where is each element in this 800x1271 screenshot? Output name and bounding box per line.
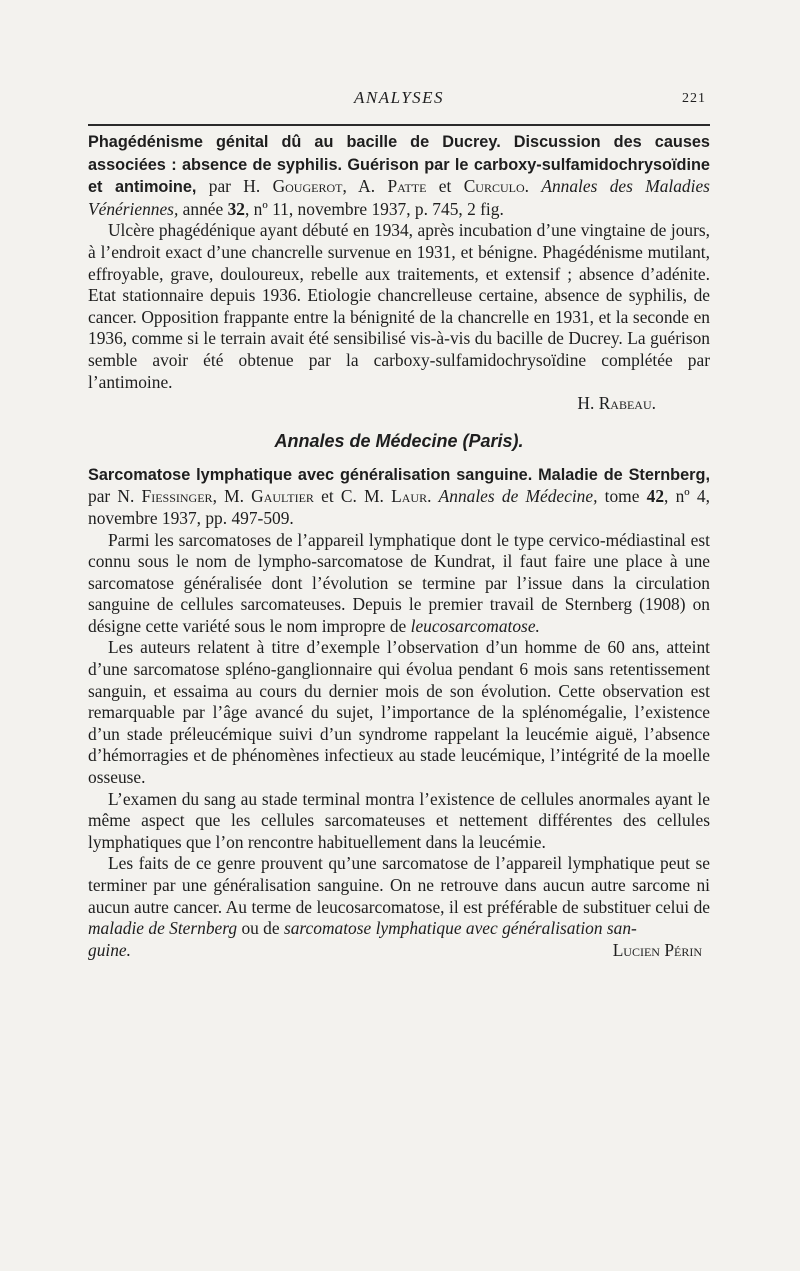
page-number: 221 bbox=[682, 91, 706, 106]
header-rule bbox=[88, 124, 710, 126]
author-name: Gougerot bbox=[272, 176, 343, 197]
article-1-heading: Phagédénisme génital dû au bacille de Ducrey. Discussion des causes associées : absence de syphilis. Guérison par le carboxy-sulfamidochrysoïdine et antimoine, par H. Gougerot, A. Patte et Curculo. Annales des Maladies Vénériennes, année 32, nº 11, novembre 1937, p. 745, 2 fig. bbox=[88, 133, 710, 219]
page-header bbox=[88, 88, 710, 112]
journal-citation: Annales de Médecine, bbox=[438, 486, 598, 507]
author-name: Gaultier bbox=[251, 486, 314, 507]
article-2-paragraph-2: Les auteurs relatent à titre d’exemple l’observation d’un homme de 60 ans, atteint d’une sarcomatose spléno-ganglionnaire qui évolua pendant 6 mois sans retentissement sanguin, et essaima au cours du dernier mois de son évolution. Cette observation est remarquable par l’âge avancé du sujet, l’importance de la splénomégalie, l’existence d’un stade préleucémique suivi d’un syndrome rappelant la leucémie aiguë, l’absence d’hémorragies et de phénomènes infectieux au stade leucémique, l’intégrité de la moelle osseuse. bbox=[88, 637, 710, 788]
author-name: Fiessinger bbox=[141, 486, 213, 507]
article-1 bbox=[88, 131, 710, 415]
closing-word: guine. bbox=[88, 939, 131, 960]
article-2 bbox=[88, 464, 710, 962]
article-1-abstract: Ulcère phagédénique ayant débuté en 1934, après incubation d’une vingtaine de jours, à l’endroit exact d’une chancrelle survenue en 1931, et bénigne. Phagédénisme mutilant, effroyable, grave, douloureux, rebelle aux traitements, et extensif ; absence d’adénite. Etat stationnaire depuis 1936. Etiologie chancrelleuse certaine, absence de syphilis, de cancer. Opposition frappante entre la bénignité de la chancrelle en 1931, et la seconde en 1936, comme si le terrain avait été sensibilisé vis-à-vis du bacille de Ducrey. La guérison semble avoir été obtenue par la carboxy-sulfamidochrysoïdine complétée par l’antimoine. bbox=[88, 220, 710, 392]
author-name: Curculo bbox=[463, 176, 525, 197]
author-name: Laur bbox=[391, 486, 428, 507]
article-2-closing-line bbox=[88, 940, 710, 962]
page-content bbox=[88, 131, 710, 961]
journal-section-heading: Annales de Médecine (Paris). bbox=[274, 430, 524, 451]
running-head: ANALYSES bbox=[353, 88, 445, 107]
volume-number: 32 bbox=[227, 198, 245, 219]
volume-number: 42 bbox=[646, 486, 665, 507]
article-2-paragraph-3: L’examen du sang au stade terminal montra l’existence de cellules anormales ayant le même aspect que les cellules sarcomateuses et nettement différentes des cellules lymphatiques que l’on rencontre habituellement dans la leucémie. bbox=[88, 788, 710, 852]
journal-citation: Annales des Maladies Vénériennes, bbox=[88, 176, 710, 219]
article-2-paragraph-1: Parmi les sarcomatoses de l’appareil lymphatique dont le type cervico-médiastinal est connu sous le nom de lympho-sarcomatose de Kundrat, il faut faire une place à une sarcomatose généralisée dont l’évolution se termine par l’issue dans la circulation sanguine de cellules sarcomateuses. Depuis le premier travail de Sternberg (1908) on désigne cette variété sous le nom impropre de leucosarcomatose. bbox=[88, 529, 710, 636]
author-name: Patte bbox=[387, 176, 427, 197]
article-2-heading: Sarcomatose lymphatique avec généralisation sanguine. Maladie de Sternberg, par N. Fiessinger, M. Gaultier et C. M. Laur. Annales de Médecine, tome 42, nº 4, novembre 1937, pp. 497-509. bbox=[88, 465, 710, 528]
article-2-signature: Lucien Périn bbox=[612, 939, 702, 960]
article-2-paragraph-4: Les faits de ce genre prouvent qu’une sarcomatose de l’appareil lymphatique peut se terminer par une généralisation sanguine. On ne retrouve dans aucun autre sarcome ni aucun autre cancer. Au terme de leucosarcomatose, il est préférable de substituer celui de maladie de Sternberg ou de sarcomatose lymphatique avec généralisation san- bbox=[88, 853, 710, 939]
article-1-signature: H. Rabeau. bbox=[577, 393, 656, 414]
article-1-title: Phagédénisme génital dû au bacille de Ducrey. Discussion des causes associées : absence de syphilis. Guérison par le carboxy-sulfamidochrysoïdine et antimoine, bbox=[88, 133, 710, 197]
article-2-title: Sarcomatose lymphatique avec généralisation sanguine. Maladie de Sternberg, bbox=[88, 465, 710, 484]
